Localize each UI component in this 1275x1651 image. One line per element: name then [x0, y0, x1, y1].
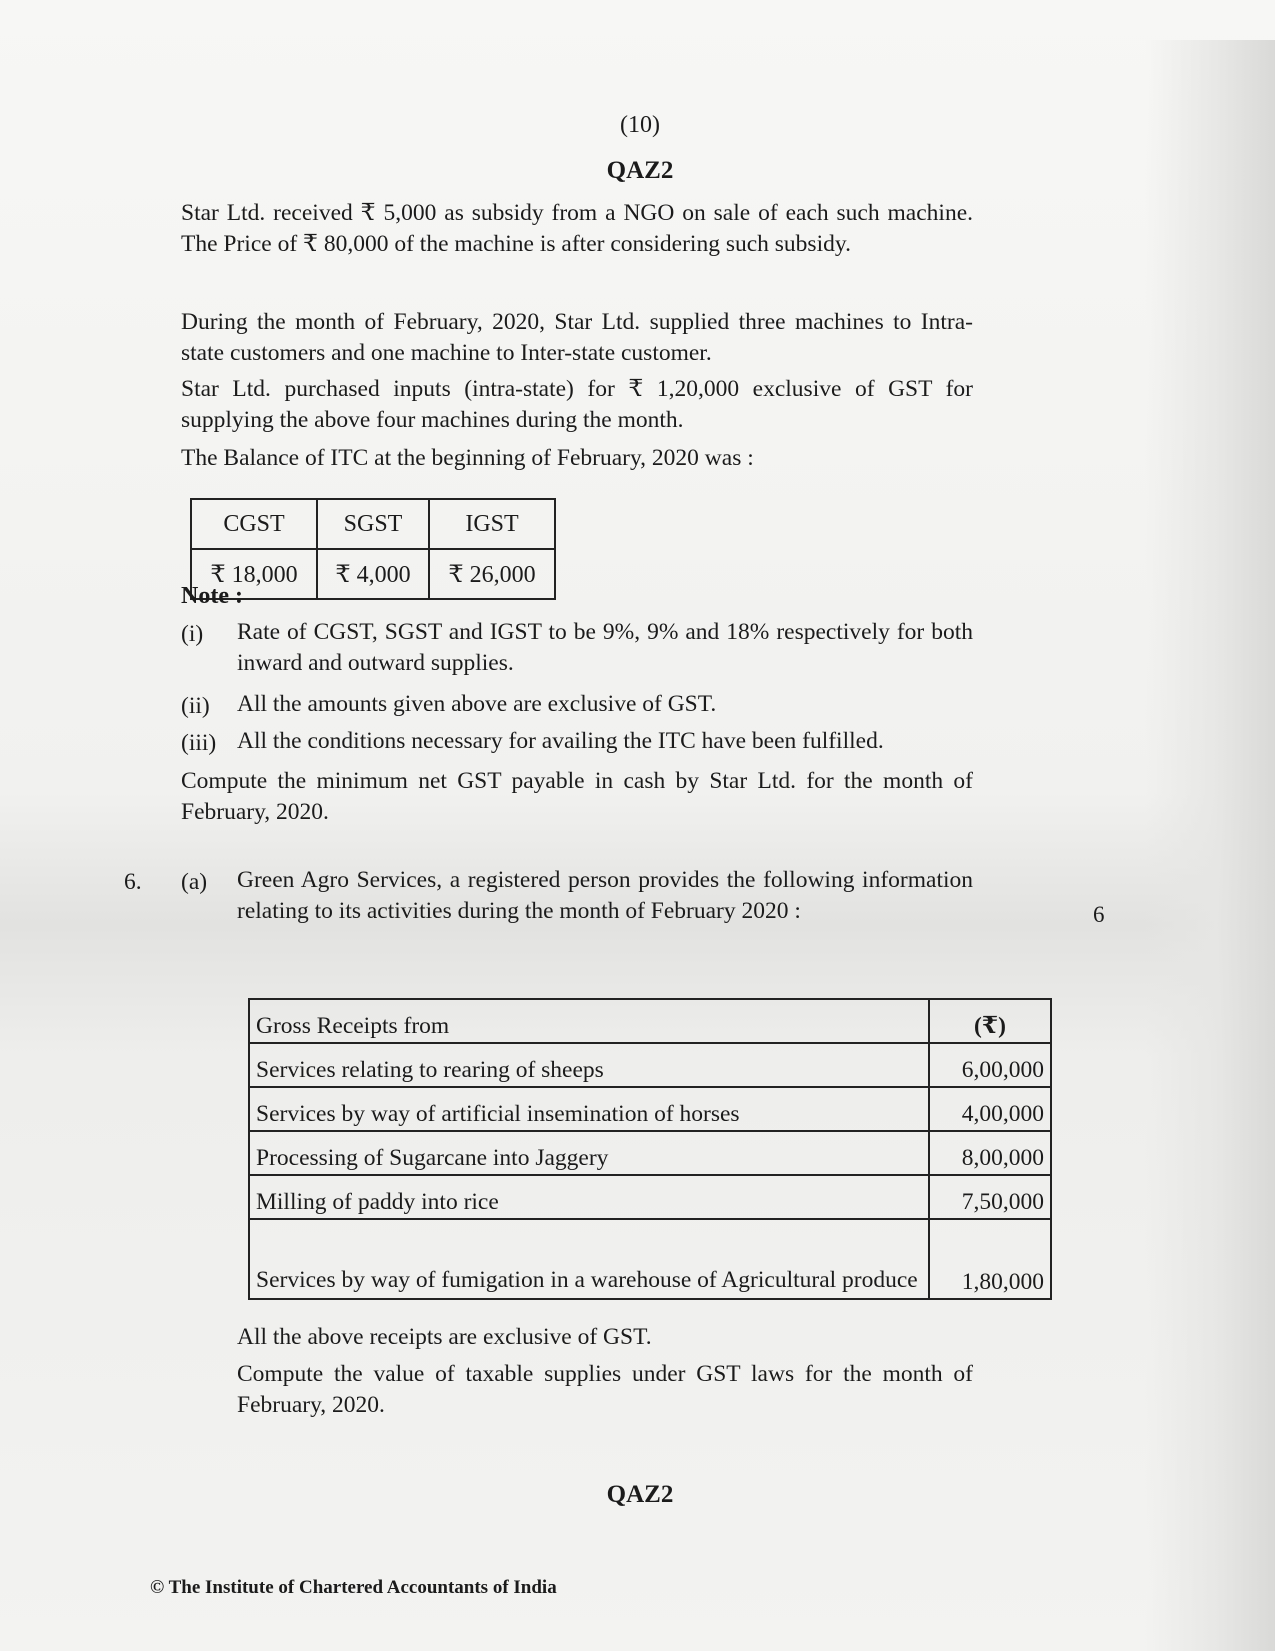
receipt-label: Services relating to rearing of sheeps	[249, 1043, 929, 1087]
receipt-label: Services by way of fumigation in a warehouse of Agricultural produce	[249, 1219, 929, 1299]
itc-header-cgst: CGST	[191, 499, 317, 549]
page-edge-shadow	[1145, 40, 1275, 1651]
note-text: Rate of CGST, SGST and IGST to be 9%, 9% and 18% respectively for both inward and outward supplies.	[237, 619, 973, 676]
table-row	[191, 499, 555, 549]
page-number: (10)	[620, 112, 660, 138]
q5-question: Compute the minimum net GST payable in cash by Star Ltd. for the month of February, 2020.	[181, 768, 973, 825]
note-title: Note :	[181, 583, 243, 609]
receipt-label: Milling of paddy into rice	[249, 1175, 929, 1219]
table-row	[249, 999, 1051, 1043]
itc-value-igst: ₹ 26,000	[429, 549, 555, 599]
question-number: 6.	[124, 869, 142, 895]
table-row	[249, 1131, 1051, 1175]
paper-code: QAZ2	[606, 157, 674, 184]
note-text: All the conditions necessary for availing the ITC have been fulfilled.	[237, 728, 884, 754]
itc-header-igst: IGST	[429, 499, 555, 549]
table-row	[249, 1219, 1051, 1299]
q5-paragraph-1: Star Ltd. received ₹ 5,000 as subsidy from a NGO on sale of each such machine. The Price of ₹ 80,000 of the machine is after considering such subsidy.	[181, 200, 973, 257]
receipt-amount: 7,50,000	[929, 1175, 1051, 1219]
table-row	[191, 549, 555, 599]
q5-paragraph-4: The Balance of ITC at the beginning of February, 2020 was :	[181, 445, 754, 471]
question-part: (a)	[181, 869, 208, 895]
question-marks: 6	[1093, 902, 1105, 927]
table-row	[249, 1043, 1051, 1087]
note-number: (i)	[181, 621, 204, 647]
receipt-label: Processing of Sugarcane into Jaggery	[249, 1131, 929, 1175]
receipt-amount: 4,00,000	[929, 1087, 1051, 1131]
itc-value-cgst: ₹ 18,000	[191, 549, 317, 599]
q6-intro: Green Agro Services, a registered person provides the following information relating to its activities during the month of February 2020 :	[237, 867, 973, 924]
table-header-unit: (₹)	[929, 999, 1051, 1043]
note-number: (iii)	[181, 730, 217, 756]
receipt-amount: 1,80,000	[929, 1219, 1051, 1299]
itc-balance-table	[190, 498, 556, 600]
note-text: All the amounts given above are exclusive of GST.	[237, 691, 717, 717]
q5-paragraph-2: During the month of February, 2020, Star Ltd. supplied three machines to Intra-state customers and one machine to Inter-state customer.	[181, 309, 973, 366]
table-header-label: Gross Receipts from	[249, 999, 929, 1043]
itc-header-sgst: SGST	[317, 499, 429, 549]
receipt-amount: 8,00,000	[929, 1131, 1051, 1175]
q6-after-note: All the above receipts are exclusive of GST.	[237, 1324, 652, 1350]
bottom-paper-code: QAZ2	[606, 1481, 674, 1508]
q5-paragraph-3: Star Ltd. purchased inputs (intra-state) for ₹ 1,20,000 exclusive of GST for supplying the above four machines during the month.	[181, 376, 973, 433]
table-row	[249, 1175, 1051, 1219]
q6-question: Compute the value of taxable supplies under GST laws for the month of February, 2020.	[237, 1361, 973, 1418]
table-row	[249, 1087, 1051, 1131]
receipt-label: Services by way of artificial insemination of horses	[249, 1087, 929, 1131]
copyright-footer: © The Institute of Chartered Accountants of India	[150, 1577, 557, 1598]
receipt-amount: 6,00,000	[929, 1043, 1051, 1087]
gross-receipts-table	[248, 998, 1052, 1300]
itc-value-sgst: ₹ 4,000	[317, 549, 429, 599]
note-number: (ii)	[181, 693, 210, 719]
